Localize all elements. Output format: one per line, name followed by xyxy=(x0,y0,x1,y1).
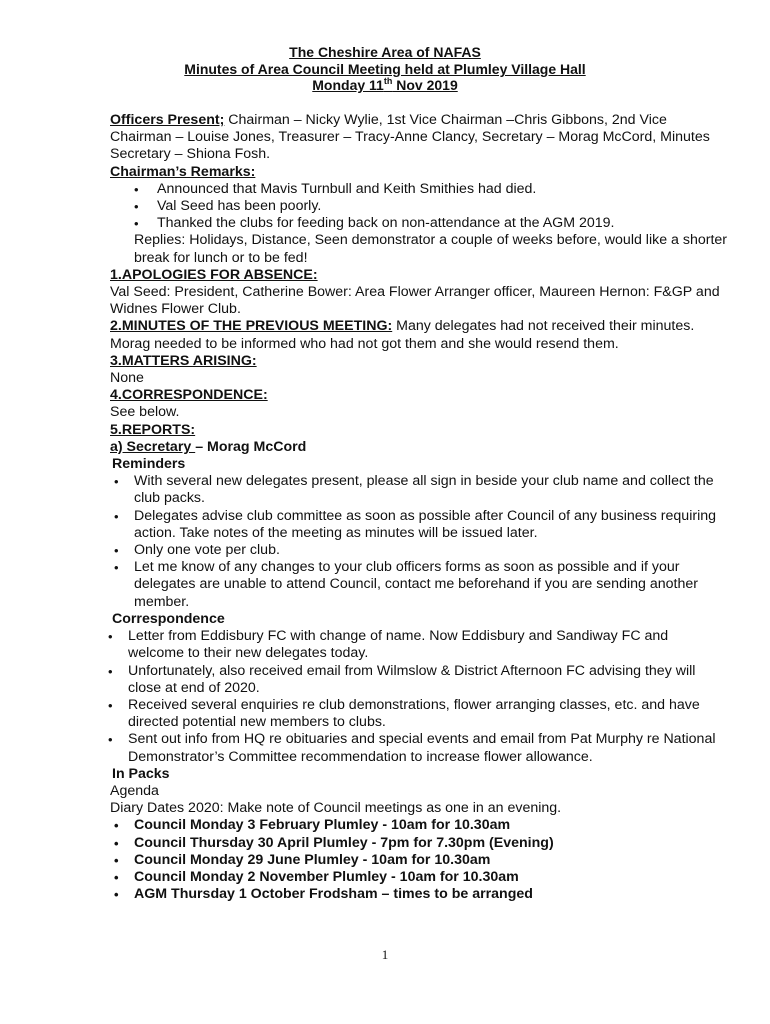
list-item: • Received several enquiries re club demonstrations, flower arranging classes, etc. and have directed potential new members to clubs. xyxy=(104,697,728,731)
list-item: • Council Monday 3 February Plumley - 10am for 10.30am xyxy=(110,817,728,834)
meeting-date: Monday 11th Nov 2019 xyxy=(312,76,458,93)
list-item: • Thanked the clubs for feeding back on non-attendance at the AGM 2019. xyxy=(110,215,728,232)
agenda-text: Agenda xyxy=(110,782,159,799)
apologies-text: Val Seed: President, Catherine Bower: Area Flower Arranger officer, Maureen Hernon: F&GP and Widnes Flower Club. xyxy=(110,284,720,318)
previous-minutes-text: Many delegates had not received their minutes. Morag needed to be informed who had not got them and she would resend them. xyxy=(110,318,695,352)
list-item: • Let me know of any changes to your club officers forms as soon as possible and if your delegates are unable to attend Council, contact me beforehand if you are sending another member. xyxy=(110,559,728,611)
list-item: • Announced that Mavis Turnbull and Keith Smithies had died. xyxy=(110,181,728,198)
chairman-remarks-list xyxy=(110,181,728,233)
correspondence-list xyxy=(104,628,728,766)
list-item: • Only one vote per club. xyxy=(110,542,728,559)
diary-dates-intro: Diary Dates 2020: Make note of Council meetings as one in an evening. xyxy=(110,800,562,817)
officers-label: Officers Present; xyxy=(110,112,225,128)
list-item: • Val Seed has been poorly. xyxy=(110,198,728,215)
reminders-list xyxy=(110,473,728,611)
chairman-replies: Replies: Holidays, Distance, Seen demonstrator a couple of weeks before, would like a shorter break for lunch or to be fed! xyxy=(134,232,728,266)
correspondence-heading: 4.CORRESPONDENCE: xyxy=(110,387,268,404)
reminders-heading: Reminders xyxy=(112,456,186,473)
page-number: 1 xyxy=(381,947,389,962)
list-item: • With several new delegates present, please all sign in beside your club name and collect the club packs. xyxy=(110,473,728,507)
previous-minutes xyxy=(110,318,728,352)
officers-present xyxy=(110,112,728,164)
matters-arising-heading: 3.MATTERS ARISING: xyxy=(110,352,257,369)
list-item: • Council Thursday 30 April Plumley - 7pm for 7.30pm (Evening) xyxy=(110,835,728,852)
doc-title: The Cheshire Area of NAFAS xyxy=(289,44,481,60)
list-item: • Unfortunately, also received email from Wilmslow & District Afternoon FC advising they will close at end of 2020. xyxy=(104,663,728,697)
list-item: • Delegates advise club committee as soon as possible after Council of any business requiring action. Take notes of the meeting as minutes will be issued later. xyxy=(110,508,728,542)
list-item: • Council Monday 29 June Plumley - 10am for 10.30am xyxy=(110,852,728,869)
chairman-remarks-heading: Chairman’s Remarks: xyxy=(110,163,256,180)
correspondence-text: See below. xyxy=(110,404,180,421)
reports-heading: 5.REPORTS: xyxy=(110,421,196,438)
list-item: • Sent out info from HQ re obituaries and special events and email from Pat Murphy re National Demonstrator’s Committee recommendation to increase flower allowance. xyxy=(104,731,728,765)
secretary-correspondence-heading: Correspondence xyxy=(112,610,225,627)
minutes-body xyxy=(110,112,728,903)
list-item: • Letter from Eddisbury FC with change of name. Now Eddisbury and Sandiway FC and welcome to their new delegates today. xyxy=(104,628,728,662)
doc-subtitle: Minutes of Area Council Meeting held at Plumley Village Hall xyxy=(184,61,586,77)
previous-minutes-heading: 2.MINUTES OF THE PREVIOUS MEETING: xyxy=(110,318,393,335)
list-item: • Council Monday 2 November Plumley - 10am for 10.30am xyxy=(110,869,728,886)
secretary-report-heading: a) Secretary – Morag McCord xyxy=(110,438,307,455)
diary-dates-list xyxy=(110,817,728,903)
list-item: • AGM Thursday 1 October Frodsham – times to be arranged xyxy=(110,886,728,903)
apologies-heading: 1.APOLOGIES FOR ABSENCE: xyxy=(110,266,318,283)
matters-arising-text: None xyxy=(110,370,144,387)
officers-text: Chairman – Nicky Wylie, 1st Vice Chairman –Chris Gibbons, 2nd Vice Chairman – Louise Jones, Treasurer – Tracy-Anne Clancy, Secretary – Morag McCord, Minutes Secretary – Shiona Fosh. xyxy=(110,112,710,163)
in-packs-heading: In Packs xyxy=(112,765,170,782)
